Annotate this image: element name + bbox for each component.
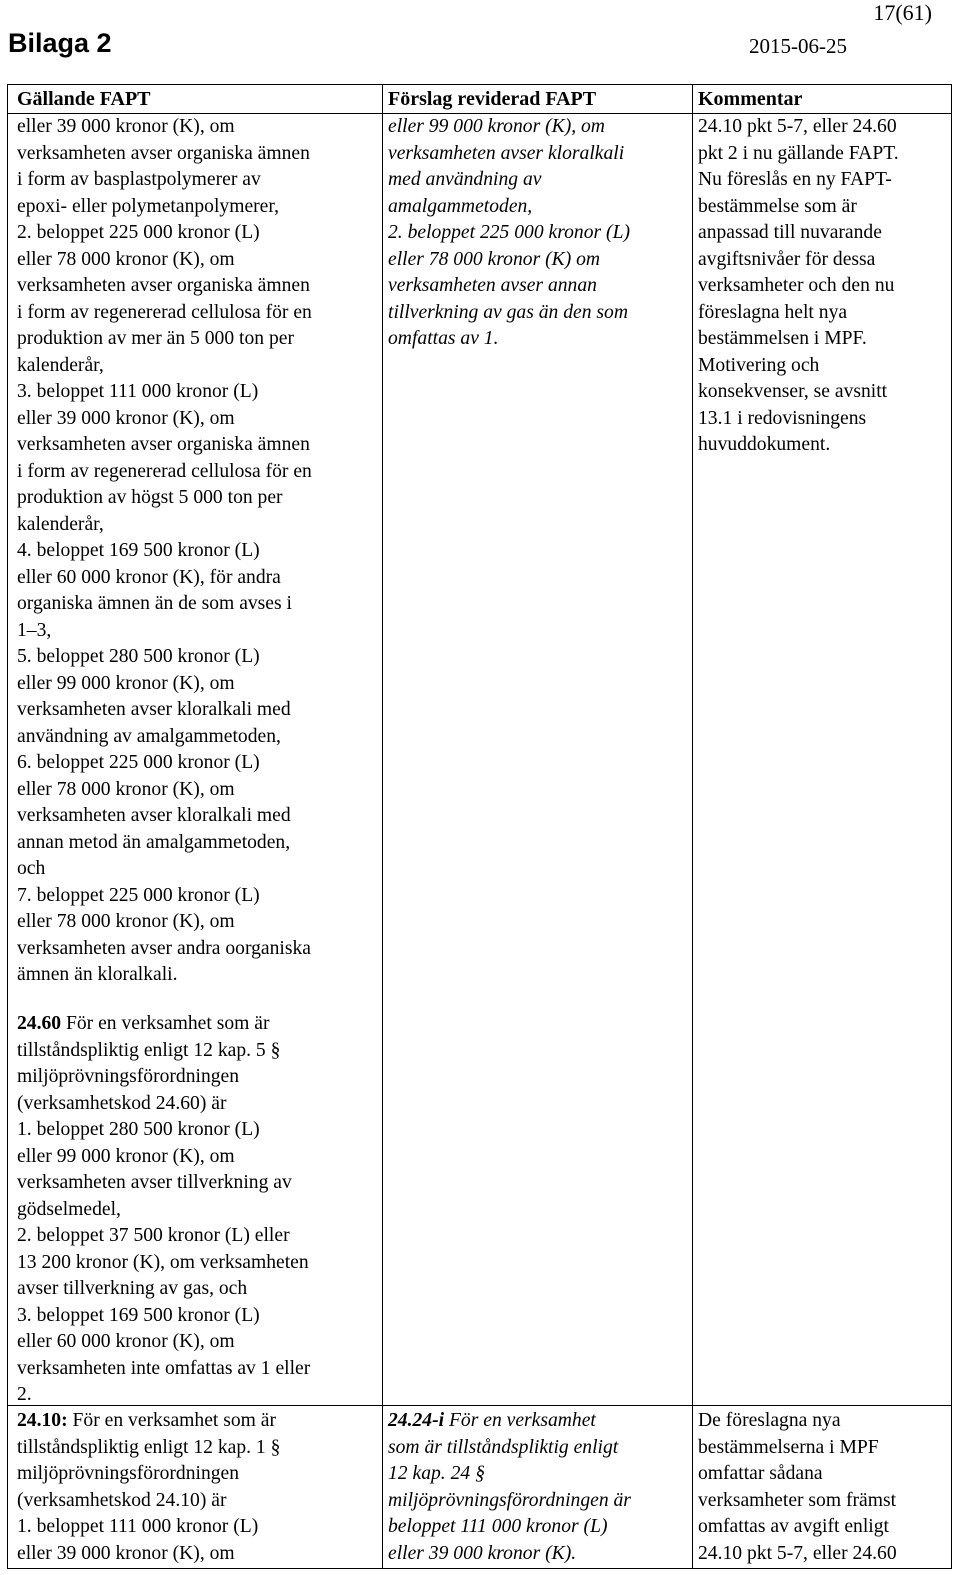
current-text-24-60: [17, 1011, 310, 1409]
current-text-row1: eller 39 000 kronor (K), om verksamheten avser organiska ämnen i form av basplastpolymerer av epoxi- eller polymetanpolymerer, 2. beloppet 225 000 kronor (L) eller 78 000 kronor (K), om verksamheten avser organiska ämnen i form av regenererad cellulosa för en produktion av mer än 5 000 ton per kalenderår, 3. beloppet 111 000 kronor (L) eller 39 000 kronor (K), om verksamheten avser organiska ämnen i form av regenererad cellulosa för en produktion av högst 5 000 ton per kalenderår, 4. beloppet 169 500 kronor (L) eller 60 000 kronor (K), för andra organiska ämnen än de som avses i 1–3, 5. beloppet 280 500 kronor (L) eller 99 000 kronor (K), om verksamheten avser kloralkali med användning av amalgammetoden, 6. beloppet 225 000 kronor (L) eller 78 000 kronor (K), om verksamheten avser kloralkali med annan metod än amalgammetoden, och 7. beloppet 225 000 kronor (L) eller 78 000 kronor (K), om verksamheten avser andra oorganiska ämnen än kloralkali.: [17, 116, 312, 985]
column-divider-2: [692, 85, 693, 1568]
comparison-table: [7, 84, 952, 1569]
column-header-comment: Kommentar: [698, 88, 803, 110]
current-text-24-60-body: För en verksamhet som är tillståndspliktig enligt 12 kap. 5 § miljöprövningsförordningen (verksamhetskod 24.60) är 1. beloppet 280 500 kronor (L) eller 99 000 kronor (K), om verksamheten avser tillverkning av gödselmedel, 2. beloppet 37 500 kronor (L) eller 13 200 kronor (K), om verksamheten avser tillverkning av gas, och 3. beloppet 169 500 kronor (L) eller 60 000 kronor (K), om verksamheten inte omfattas av 1 eller 2.: [17, 1013, 311, 1405]
current-text-24-10: [17, 1408, 280, 1567]
proposed-text-24-24-i-body: För en verksamhet som är tillståndspliktig enligt 12 kap. 24 § miljöprövningsförordningen är beloppet 111 000 kronor (L) eller 39 000 kronor (K).: [388, 1410, 631, 1564]
document-date: 2015-06-25: [749, 34, 847, 58]
code-24-10: 24.10:: [17, 1410, 68, 1431]
proposed-text-24-24-i: [388, 1408, 631, 1567]
column-header-current: Gällande FAPT: [17, 88, 151, 110]
proposed-text-row1: eller 99 000 kronor (K), om verksamheten avser kloralkali med användning av amalgammetoden, 2. beloppet 225 000 kronor (L) eller 78 000 kronor (K) om verksamheten avser annan tillverkning av gas än den som omfattas av 1.: [388, 116, 630, 349]
page-title: Bilaga 2: [8, 28, 112, 58]
current-text-24-10-body: För en verksamhet som är tillståndspliktig enligt 12 kap. 1 § miljöprövningsförordningen (verksamhetskod 24.10) är 1. beloppet 111 000 kronor (L) eller 39 000 kronor (K), om: [17, 1410, 281, 1564]
page-number: 17(61): [873, 0, 932, 25]
column-header-proposed: Förslag reviderad FAPT: [388, 88, 597, 110]
code-24-24-i: 24.24-i: [388, 1410, 445, 1431]
comment-text-row2: De föreslagna nya bestämmelserna i MPF omfattar sådana verksamheter som främst omfattas av avgift enligt 24.10 pkt 5-7, eller 24.60: [698, 1410, 897, 1564]
code-24-60: 24.60: [17, 1013, 62, 1034]
comment-text-row1: 24.10 pkt 5-7, eller 24.60 pkt 2 i nu gällande FAPT. Nu föreslås en ny FAPT- bestämmelse som är anpassad till nuvarande avgiftsnivåer för dessa verksamheter och den nu föreslagna helt nya bestämmelsen i MPF. Motivering och konsekvenser, se avsnitt 13.1 i redovisningens huvuddokument.: [698, 116, 899, 455]
column-divider-1: [382, 85, 383, 1568]
